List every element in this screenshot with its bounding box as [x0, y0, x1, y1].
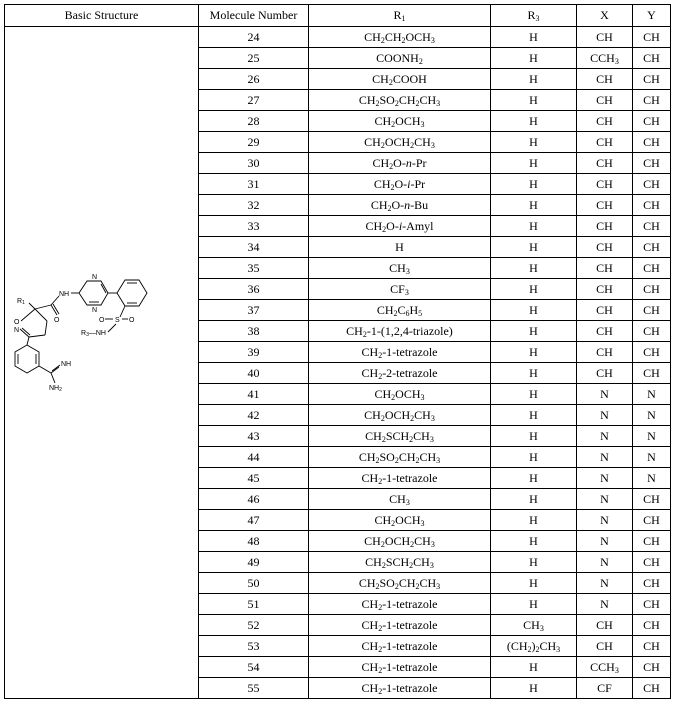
molecule-number-cell: 37: [199, 300, 309, 321]
y-cell: N: [633, 447, 671, 468]
phenyl-ring: [117, 280, 147, 306]
x-cell: CH: [577, 90, 633, 111]
bond: [29, 303, 35, 309]
r3-nh-label: R3—NH: [81, 330, 106, 338]
molecule-number-cell: 26: [199, 69, 309, 90]
y-cell: CH: [633, 552, 671, 573]
molecule-number-cell: 25: [199, 48, 309, 69]
nh2-label: NH2: [49, 385, 62, 393]
y-cell: CH: [633, 510, 671, 531]
y-cell: CH: [633, 657, 671, 678]
y-cell: N: [633, 426, 671, 447]
x-cell: CH: [577, 237, 633, 258]
r3-cell: H: [491, 405, 577, 426]
molecule-number-cell: 41: [199, 384, 309, 405]
header-r3: $R_3$: [491, 5, 577, 27]
r1-cell: $CH_2-1$-tetrazole: [309, 678, 491, 699]
pyrimidine-n-top-label: N: [92, 274, 98, 281]
imine-nh-label: NH: [61, 361, 72, 368]
y-cell: CH: [633, 174, 671, 195]
table-body: [5, 27, 671, 699]
carbonyl-o-label: O: [54, 317, 60, 324]
r1-cell: $CF_3$: [309, 279, 491, 300]
bond: [21, 309, 35, 321]
bond: [108, 324, 116, 332]
bond: [52, 365, 60, 371]
r3-cell: H: [491, 237, 577, 258]
r3-cell: H: [491, 153, 577, 174]
x-cell: N: [577, 426, 633, 447]
r1-cell: $CH_2-1-(1,2,4-triazole)$: [309, 321, 491, 342]
r3-cell: H: [491, 216, 577, 237]
y-cell: CH: [633, 363, 671, 384]
molecule-number-cell: 27: [199, 90, 309, 111]
header-molecule-number: Molecule Number: [199, 5, 309, 27]
amide-nh-label: NH: [59, 291, 70, 298]
x-cell: CH: [577, 153, 633, 174]
r3-cell: H: [491, 657, 577, 678]
r1-cell: $CH_2-2$-tetrazole: [309, 363, 491, 384]
molecule-number-cell: 39: [199, 342, 309, 363]
x-cell: N: [577, 405, 633, 426]
bond: [51, 373, 55, 383]
r1-cell: $CH_2SCH_2CH_3$: [309, 552, 491, 573]
pyrimidine-ring: [79, 281, 108, 305]
molecule-number-cell: 31: [199, 174, 309, 195]
x-cell: CH: [577, 342, 633, 363]
r1-cell: $CH_2OCH_3$: [309, 510, 491, 531]
table-row: [5, 27, 671, 48]
r1-cell: $CH_2O-i$-Amyl: [309, 216, 491, 237]
x-cell: N: [577, 552, 633, 573]
r3-cell: H: [491, 69, 577, 90]
y-cell: CH: [633, 258, 671, 279]
header-basic-structure: Basic Structure: [5, 5, 199, 27]
molecule-number-cell: 49: [199, 552, 309, 573]
x-cell: CH: [577, 321, 633, 342]
r1-cell: $CH_2OCH_3$: [309, 111, 491, 132]
molecule-number-cell: 24: [199, 27, 309, 48]
y-cell: CH: [633, 237, 671, 258]
y-cell: CH: [633, 69, 671, 90]
bond: [51, 296, 59, 305]
header-row: [5, 5, 671, 27]
r1-cell: $CH_2-1$-tetrazole: [309, 594, 491, 615]
r3-cell: H: [491, 174, 577, 195]
r1-cell: $CH_2O-n-Pr$: [309, 153, 491, 174]
x-cell: CH: [577, 132, 633, 153]
y-cell: CH: [633, 111, 671, 132]
molecule-number-cell: 30: [199, 153, 309, 174]
r3-cell: H: [491, 111, 577, 132]
r3-cell: H: [491, 342, 577, 363]
sulfonyl-s-label: S: [115, 317, 120, 324]
molecule-number-cell: 43: [199, 426, 309, 447]
r1-cell: $CH_2SO_2CH_2CH_3$: [309, 573, 491, 594]
y-cell: CH: [633, 300, 671, 321]
r1-cell: $CH_2-1$-tetrazole: [309, 636, 491, 657]
bond: [35, 305, 51, 309]
x-cell: CH: [577, 195, 633, 216]
r1-label: R1: [17, 298, 25, 306]
molecule-number-cell: 48: [199, 531, 309, 552]
r1-cell: $CH_2SO_2CH_2CH_3$: [309, 90, 491, 111]
x-cell: CF: [577, 678, 633, 699]
molecule-number-cell: 34: [199, 237, 309, 258]
molecule-number-cell: 36: [199, 279, 309, 300]
x-cell: $CCH_3$: [577, 657, 633, 678]
bond: [35, 309, 47, 321]
r3-cell: H: [491, 300, 577, 321]
y-cell: CH: [633, 90, 671, 111]
x-cell: CH: [577, 111, 633, 132]
x-cell: N: [577, 489, 633, 510]
r3-cell: H: [491, 447, 577, 468]
sulfonyl-o-left-label: O: [99, 317, 105, 324]
r1-cell: $CH_2COOH$: [309, 69, 491, 90]
r3-cell: H: [491, 468, 577, 489]
ring-n-label: N: [14, 327, 20, 334]
r3-cell: H: [491, 48, 577, 69]
r3-cell: H: [491, 384, 577, 405]
r3-cell: H: [491, 27, 577, 48]
molecule-number-cell: 38: [199, 321, 309, 342]
y-cell: CH: [633, 279, 671, 300]
y-cell: CH: [633, 153, 671, 174]
r1-cell: $CH_2-1$-tetrazole: [309, 615, 491, 636]
r1-cell: $CH_2O-n-Bu$: [309, 195, 491, 216]
y-cell: CH: [633, 216, 671, 237]
y-cell: N: [633, 468, 671, 489]
x-cell: CH: [577, 27, 633, 48]
y-cell: CH: [633, 594, 671, 615]
r1-cell: $CH_3$: [309, 489, 491, 510]
x-cell: CH: [577, 615, 633, 636]
y-cell: N: [633, 384, 671, 405]
y-cell: CH: [633, 195, 671, 216]
r3-cell: H: [491, 279, 577, 300]
header-x: X: [577, 5, 633, 27]
y-cell: CH: [633, 678, 671, 699]
molecule-number-cell: 42: [199, 405, 309, 426]
r3-cell: H: [491, 552, 577, 573]
r1-cell: $CH_2OCH_2CH_3$: [309, 132, 491, 153]
x-cell: CH: [577, 69, 633, 90]
x-cell: N: [577, 510, 633, 531]
r3-cell: H: [491, 195, 577, 216]
x-cell: CH: [577, 636, 633, 657]
x-cell: N: [577, 573, 633, 594]
r1-cell: $CH_2SO_2CH_2CH_3$: [309, 447, 491, 468]
header-y: Y: [633, 5, 671, 27]
y-cell: N: [633, 405, 671, 426]
r3-cell: H: [491, 510, 577, 531]
r3-cell: $(CH_2)_2CH_3$: [491, 636, 577, 657]
r1-cell: $CH_3$: [309, 258, 491, 279]
y-cell: CH: [633, 531, 671, 552]
molecule-number-cell: 40: [199, 363, 309, 384]
x-cell: CH: [577, 363, 633, 384]
y-cell: CH: [633, 342, 671, 363]
x-cell: N: [577, 447, 633, 468]
r3-cell: H: [491, 132, 577, 153]
r1-cell: $CH_2O-i-Pr$: [309, 174, 491, 195]
r1-cell: $CH_2-1$-tetrazole: [309, 468, 491, 489]
compound-table: [4, 4, 671, 699]
header-r1: $R_1$: [309, 5, 491, 27]
y-cell: CH: [633, 27, 671, 48]
bond: [27, 337, 29, 345]
r3-cell: H: [491, 426, 577, 447]
molecule-number-cell: 54: [199, 657, 309, 678]
r1-cell: $COONH_2$: [309, 48, 491, 69]
x-cell: CH: [577, 300, 633, 321]
benzamidine-ring: [15, 345, 39, 373]
r3-cell: H: [491, 531, 577, 552]
bond: [29, 335, 45, 337]
molecule-number-cell: 55: [199, 678, 309, 699]
r1-cell: $CH_2OCH_2CH_3$: [309, 405, 491, 426]
r3-cell: H: [491, 489, 577, 510]
molecule-number-cell: 28: [199, 111, 309, 132]
molecule-number-cell: 44: [199, 447, 309, 468]
x-cell: $CCH_3$: [577, 48, 633, 69]
x-cell: CH: [577, 174, 633, 195]
molecule-number-cell: 32: [199, 195, 309, 216]
molecule-number-cell: 35: [199, 258, 309, 279]
r3-cell: H: [491, 594, 577, 615]
molecule-number-cell: 52: [199, 615, 309, 636]
r1-cell: H: [309, 237, 491, 258]
pyrimidine-n-bottom-label: N: [92, 307, 98, 314]
x-cell: CH: [577, 279, 633, 300]
r3-cell: H: [491, 573, 577, 594]
r1-cell: $CH_2OCH_2CH_3$: [309, 531, 491, 552]
x-cell: N: [577, 594, 633, 615]
y-cell: CH: [633, 573, 671, 594]
y-cell: CH: [633, 321, 671, 342]
x-cell: CH: [577, 216, 633, 237]
x-cell: N: [577, 531, 633, 552]
molecule-number-cell: 46: [199, 489, 309, 510]
r1-cell: $CH_2-1$-tetrazole: [309, 342, 491, 363]
r1-cell: $CH_2C_6H_5$: [309, 300, 491, 321]
r3-cell: H: [491, 321, 577, 342]
ring-o-label: O: [14, 319, 20, 326]
r3-cell: H: [491, 678, 577, 699]
r1-cell: $CH_2SCH_2CH_3$: [309, 426, 491, 447]
r3-cell: H: [491, 258, 577, 279]
x-cell: N: [577, 384, 633, 405]
y-cell: CH: [633, 132, 671, 153]
x-cell: CH: [577, 258, 633, 279]
basic-structure-diagram: [7, 261, 197, 461]
y-cell: CH: [633, 615, 671, 636]
r3-cell: $CH_3$: [491, 615, 577, 636]
molecule-number-cell: 47: [199, 510, 309, 531]
r1-cell: $CH_2OCH_3$: [309, 384, 491, 405]
molecule-number-cell: 33: [199, 216, 309, 237]
molecule-number-cell: 51: [199, 594, 309, 615]
basic-structure-cell: [5, 27, 199, 699]
r3-cell: H: [491, 363, 577, 384]
bond: [51, 367, 59, 373]
molecule-number-cell: 45: [199, 468, 309, 489]
r1-cell: $CH_2CH_2OCH_3$: [309, 27, 491, 48]
bond: [39, 366, 51, 373]
molecule-number-cell: 50: [199, 573, 309, 594]
molecule-number-cell: 53: [199, 636, 309, 657]
r3-cell: H: [491, 90, 577, 111]
sulfonyl-o-right-label: O: [129, 317, 135, 324]
y-cell: CH: [633, 636, 671, 657]
y-cell: CH: [633, 48, 671, 69]
bond: [120, 306, 125, 317]
bond: [45, 321, 47, 335]
molecule-number-cell: 29: [199, 132, 309, 153]
y-cell: CH: [633, 489, 671, 510]
r1-cell: $CH_2-1$-tetrazole: [309, 657, 491, 678]
x-cell: N: [577, 468, 633, 489]
